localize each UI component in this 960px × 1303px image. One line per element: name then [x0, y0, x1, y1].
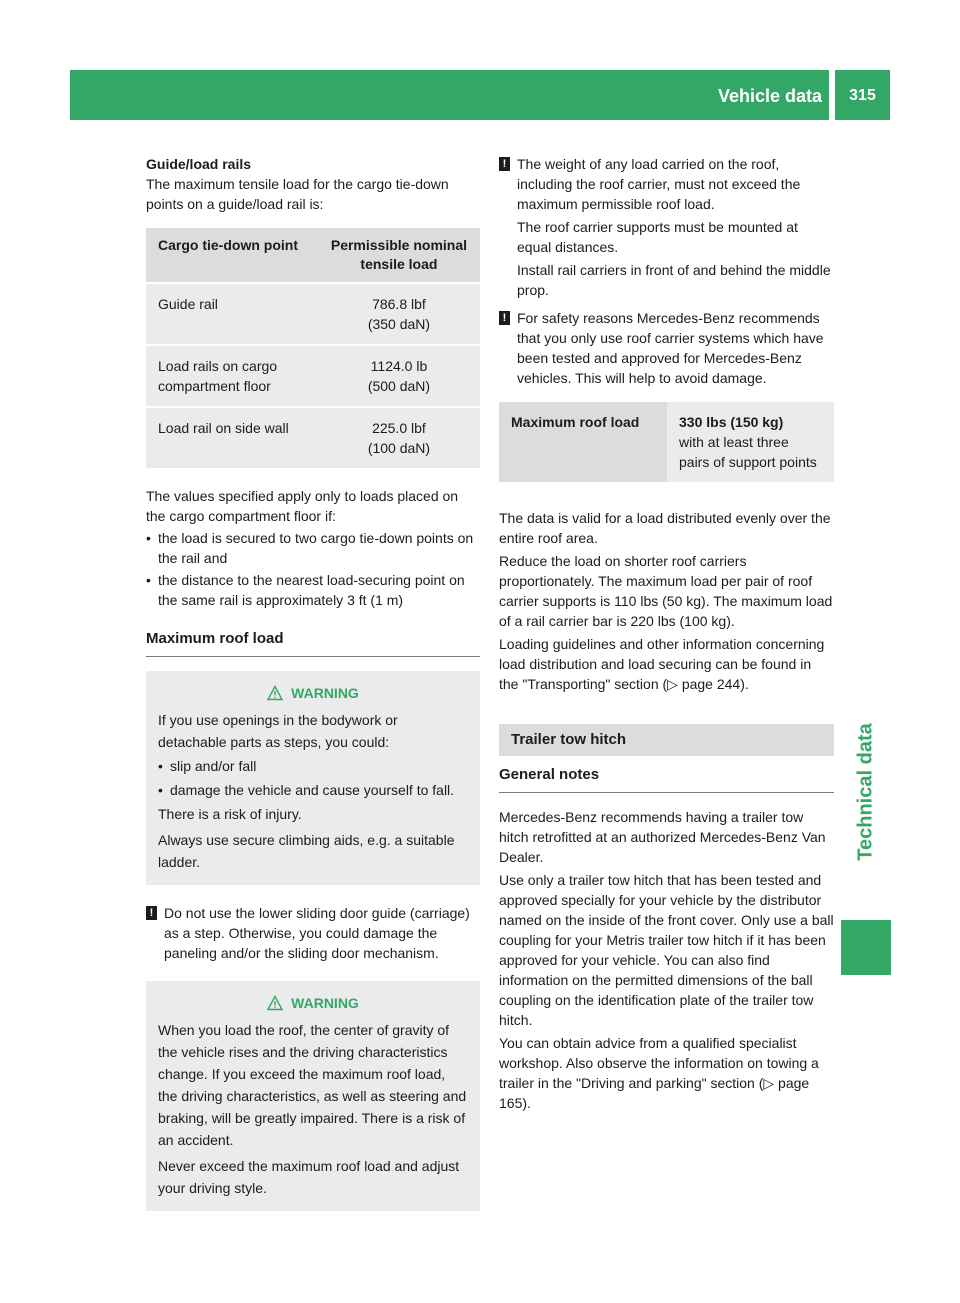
- warning-triangle-icon: [267, 995, 283, 1011]
- load-value-metric: (100 daN): [367, 440, 431, 456]
- install-note: Install rail carriers in front of and behind the middle prop.: [517, 262, 831, 298]
- section-heading-trailer: Trailer tow hitch: [499, 724, 834, 756]
- table-cell-load: [318, 345, 480, 407]
- roof-load-heading: Maximum roof load: [146, 628, 480, 657]
- reduce-note: Reduce the load on shorter roof carriers proportionately. The maximum load per pair of roof carrier supports is 110 lbs (50 kg). The maximum load of a rail carrier bar is 220 lbs (100 kg).: [499, 553, 833, 629]
- values-note: The values specified apply only to loads placed on the cargo compartment floor if:: [146, 488, 459, 524]
- warning-text: When you load the roof, the center of gravity of the vehicle rises and the driving characteristics change. If you exceed the maximum roof load, the driving characteristics, as well as steering and braking, will be greatly impaired. There is a risk of an accident.: [158, 1022, 467, 1148]
- warning-bullets: [158, 755, 468, 801]
- load-value: 1124.0 lb: [370, 358, 428, 374]
- general-para-2: Use only a trailer tow hitch that has been tested and approved specially for your vehicle by the distributor named on the inside of the front cover. Only use a ball coupling for your Metris trailer tow hitch if it has been approved for your vehicle. You can also find information on the permitted dimensions of the ball coupling on the identification plate of the trailer tow hitch.: [499, 872, 834, 1028]
- table-cell-point: Load rails on cargo compartment floor: [146, 345, 318, 407]
- roof-load-table: [499, 402, 834, 482]
- notice-roof-weight: [499, 154, 834, 300]
- warning-label: WARNING: [291, 685, 359, 701]
- list-item: • the distance to the nearest load-securing point on the same rail is approximately 3 ft (1 m): [146, 570, 480, 610]
- tensile-load-table: [146, 228, 480, 468]
- warning-box-steps: [146, 671, 480, 885]
- warning-risk: There is a risk of injury.: [158, 806, 302, 822]
- page-title: Vehicle data: [717, 86, 822, 106]
- side-tab: [841, 672, 891, 912]
- table-header-load: Permissible nominal tensile load: [318, 228, 480, 283]
- guide-rails-heading: Guide/load rails: [146, 156, 252, 172]
- roof-carrier-note: The roof carrier supports must be mounted at equal distances.: [517, 219, 798, 255]
- notice-icon: !: [146, 906, 157, 920]
- general-notes-heading: General notes: [499, 764, 834, 793]
- list-item: • damage the vehicle and cause yourself to fall.: [158, 779, 468, 801]
- page-number: 315: [849, 87, 876, 104]
- table-row: [146, 407, 480, 468]
- roof-load-detail: with at least three pairs of support points: [679, 434, 817, 470]
- table-header-point: Cargo tie-down point: [146, 228, 318, 283]
- roof-load-cell: [667, 402, 834, 482]
- table-cell-point: Load rail on side wall: [146, 407, 318, 468]
- load-value: 225.0 lbf: [372, 420, 426, 436]
- table-row: [146, 345, 480, 407]
- list-item: • the load is secured to two cargo tie-down points on the rail and: [146, 528, 480, 568]
- table-row: [146, 283, 480, 345]
- load-value-metric: (350 daN): [367, 316, 431, 332]
- left-column: [146, 150, 480, 1211]
- table-header-row: [146, 228, 480, 283]
- notice-icon: !: [499, 157, 510, 171]
- notice-text: Do not use the lower sliding door guide (carriage) as a step. Otherwise, you could damage the paneling and/or the sliding door mechanism.: [164, 905, 470, 961]
- table-row: [499, 402, 834, 482]
- side-tab-marker: [841, 920, 891, 975]
- warning-advice: Never exceed the maximum roof load and adjust your driving style.: [158, 1158, 460, 1196]
- warning-intro: If you use openings in the bodywork or detachable parts as steps, you could:: [158, 712, 398, 750]
- warning-label: WARNING: [291, 995, 359, 1011]
- list-item: • slip and/or fall: [158, 755, 468, 777]
- notice-icon: !: [499, 311, 510, 325]
- table-cell-point: Guide rail: [146, 283, 318, 345]
- loading-note: Loading guidelines and other information concerning load distribution and load securing can be found in the "Transporting" section (▷ page 244).: [499, 636, 825, 692]
- warning-advice: Always use secure climbing aids, e.g. a suitable ladder.: [158, 832, 455, 870]
- notice-text: The weight of any load carried on the roof, including the roof carrier, must not exceed the maximum permissible roof load.: [517, 156, 801, 212]
- load-value: 786.8 lbf: [372, 296, 426, 312]
- notice-sliding-door: [146, 903, 480, 963]
- data-note: The data is valid for a load distributed evenly over the entire roof area.: [499, 510, 831, 546]
- table-cell-load: [318, 407, 480, 468]
- warning-triangle-icon: [267, 685, 283, 701]
- roof-load-label: Maximum roof load: [499, 402, 667, 482]
- table-cell-load: [318, 283, 480, 345]
- load-value-metric: (500 daN): [367, 378, 431, 394]
- right-column: [499, 150, 834, 1113]
- notice-text: For safety reasons Mercedes-Benz recommends that you only use roof carrier systems which have been tested and approved for Mercedes-Benz vehicles. This will help to avoid damage.: [517, 310, 824, 386]
- side-tab-label: Technical data: [855, 723, 878, 861]
- warning-box-roof: [146, 981, 480, 1211]
- general-para-1: Mercedes-Benz recommends having a trailer tow hitch retrofitted at an authorized Mercedes-Benz Van Dealer.: [499, 809, 826, 865]
- warning-header: [158, 993, 468, 1013]
- notice-safety: [499, 308, 834, 388]
- warning-header: [158, 683, 468, 703]
- general-para-3: You can obtain advice from a qualified specialist workshop. Also observe the information on towing a trailer in the "Driving and parking" section (▷ page 165).: [499, 1035, 819, 1111]
- conditions-list: [146, 528, 480, 610]
- roof-load-value: 330 lbs (150 kg): [679, 414, 784, 430]
- guide-rails-intro: The maximum tensile load for the cargo tie-down points on a guide/load rail is:: [146, 176, 449, 212]
